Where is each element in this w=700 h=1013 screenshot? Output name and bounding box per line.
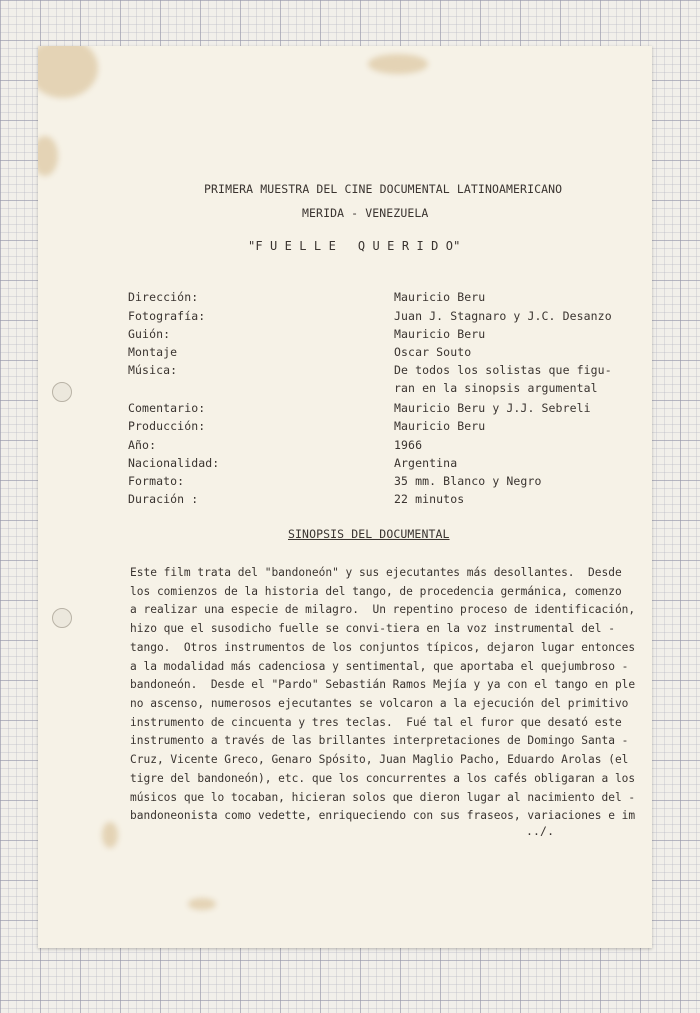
stain — [188, 898, 216, 910]
stain — [38, 46, 98, 98]
credit-label: Formato: — [128, 474, 185, 488]
punch-hole — [52, 608, 72, 628]
synopsis-line: tango. Otros instrumentos de los conjuntos típicos, dejaron lugar entonces — [130, 641, 636, 654]
credit-label: Fotografía: — [128, 309, 206, 323]
stain — [368, 54, 428, 74]
stain — [38, 136, 58, 176]
credit-value: Oscar Souto — [394, 345, 472, 359]
synopsis-line: instrumento a través de las brillantes interpretaciones de Domingo Santa - — [130, 734, 629, 747]
credit-value: 22 minutos — [394, 492, 465, 506]
document-page — [38, 46, 652, 948]
credit-label: Comentario: — [128, 401, 206, 415]
credit-label: Producción: — [128, 419, 206, 433]
synopsis-line: Cruz, Vicente Greco, Genaro Spósito, Juan Maglio Pacho, Eduardo Arolas (el — [130, 753, 629, 766]
continuation-mark: ../. — [526, 824, 555, 838]
synopsis-title: SINOPSIS DEL DOCUMENTAL — [288, 527, 450, 541]
synopsis-line: Este film trata del "bandoneón" y sus ejecutantes más desollantes. Desde — [130, 566, 622, 579]
film-title: "F U E L L E Q U E R I D O" — [248, 239, 461, 253]
synopsis-line: los comienzos de la historia del tango, de procedencia germánica, comenzo — [130, 585, 622, 598]
stain — [102, 822, 118, 848]
credit-value: Juan J. Stagnaro y J.C. Desanzo — [394, 309, 612, 323]
credit-value: Mauricio Beru y J.J. Sebreli — [394, 401, 591, 415]
credit-label: Duración : — [128, 492, 199, 506]
synopsis-line: tigre del bandoneón), etc. que los concurrentes a los cafés obligaran a los — [130, 772, 636, 785]
synopsis-line: bandoneonista como vedette, enriqueciendo con sus fraseos, variaciones e im — [130, 809, 636, 822]
synopsis-line: bandoneón. Desde el "Pardo" Sebastián Ramos Mejía y ya con el tango en ple — [130, 678, 636, 691]
synopsis-line: hizo que el susodicho fuelle se convi-tiera en la voz instrumental del - — [130, 622, 615, 635]
credit-value: Argentina — [394, 456, 458, 470]
synopsis-line: no ascenso, numerosos ejecutantes se volcaron a la ejecución del primitivo — [130, 697, 629, 710]
credit-label: Nacionalidad: — [128, 456, 220, 470]
synopsis-line: a realizar una especie de milagro. Un repentino proceso de identificación, — [130, 603, 636, 616]
credit-label: Guión: — [128, 327, 171, 341]
credit-value: Mauricio Beru — [394, 327, 486, 341]
header-line-1: PRIMERA MUESTRA DEL CINE DOCUMENTAL LATINOAMERICANO — [204, 182, 563, 196]
credit-label: Montaje — [128, 345, 178, 359]
synopsis-line: instrumento de cincuenta y tres teclas. Fué tal el furor que desató este — [130, 716, 622, 729]
credit-label: Música: — [128, 363, 178, 377]
header-line-2: MERIDA - VENEZUELA — [302, 206, 429, 220]
synopsis-line: músicos que lo tocaban, hicieran solos que dieron lugar al nacimiento del - — [130, 791, 636, 804]
synopsis-line: a la modalidad más cadenciosa y sentimental, que aportaba el quejumbroso - — [130, 660, 629, 673]
credit-value: ran en la sinopsis argumental — [394, 381, 598, 395]
credit-value: 35 mm. Blanco y Negro — [394, 474, 542, 488]
credit-label: Dirección: — [128, 290, 199, 304]
credit-value: Mauricio Beru — [394, 419, 486, 433]
credit-label: Año: — [128, 438, 157, 452]
punch-hole — [52, 382, 72, 402]
credit-value: Mauricio Beru — [394, 290, 486, 304]
credit-value: De todos los solistas que figu- — [394, 363, 612, 377]
credit-value: 1966 — [394, 438, 423, 452]
